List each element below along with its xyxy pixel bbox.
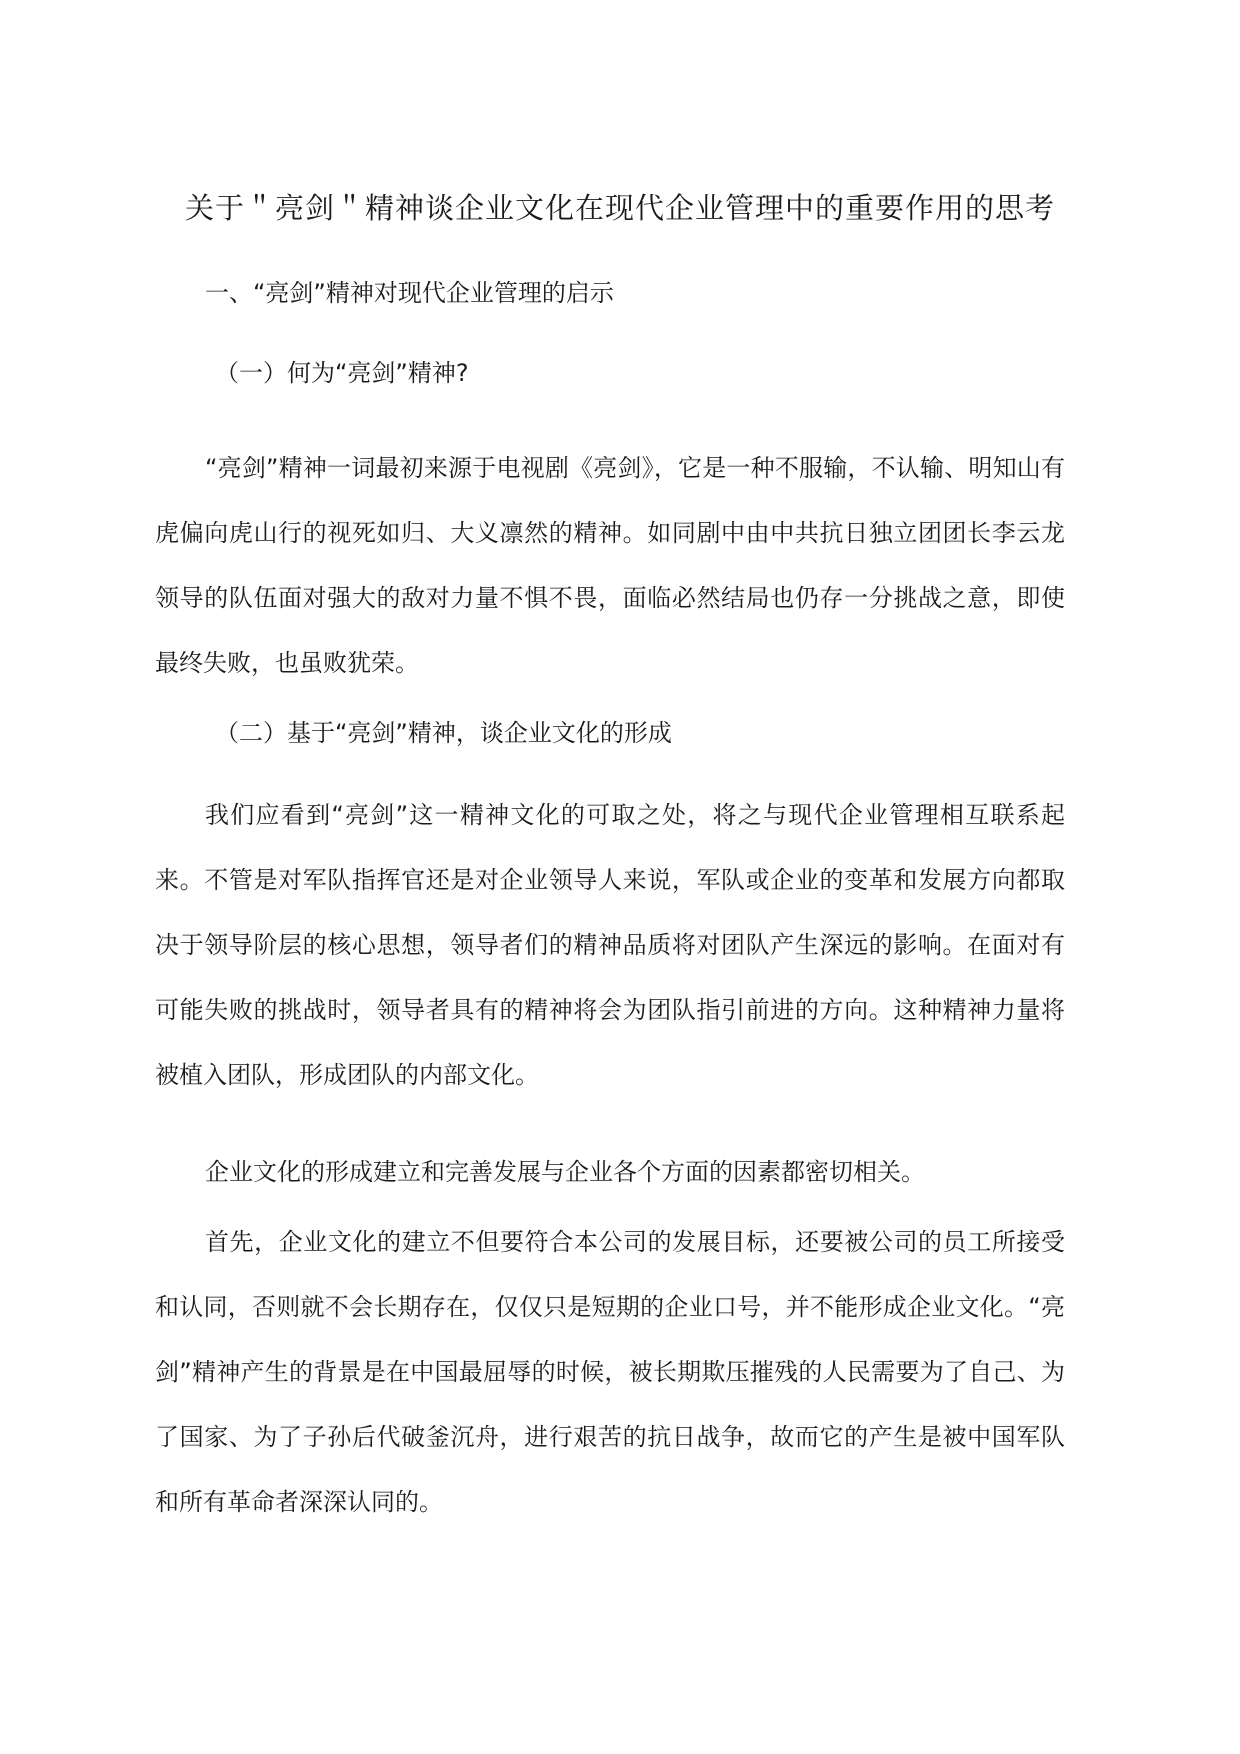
paragraph-4: 首先，企业文化的建立不但要符合本公司的发展目标，还要被公司的员工所接受和认同，否则就不会长期存在，仅仅只是短期的企业口号，并不能形成企业文化。“亮剑”精神产生的背景是在中国最屈辱的时候，被长期欺压摧残的人民需要为了自己、为了国家、为了子孙后代破釜沉舟，进行艰苦的抗日战争，故而它的产生是被中国军队和所有革命者深深认同的。: [155, 1228, 1065, 1516]
subsection-heading-1: （一）何为“亮剑”精神?: [215, 359, 469, 387]
document-title: 关于＂亮剑＂精神谈企业文化在现代企业管理中的重要作用的思考: [184, 191, 1055, 225]
paragraph-1: “亮剑”精神一词最初来源于电视剧《亮剑》，它是一种不服输，不认输、明知山有虎偏向虎山行的视死如归、大义凛然的精神。如同剧中由中共抗日独立团团长李云龙领导的队伍面对强大的敌对力量不惧不畏，面临必然结局也仍存一分挑战之意，即使最终失败，也虽败犹荣。: [155, 454, 1065, 677]
section-heading-1: 一、“亮剑”精神对现代企业管理的启示: [205, 279, 614, 307]
paragraph-3: 企业文化的形成建立和完善发展与企业各个方面的因素都密切相关。: [205, 1158, 925, 1186]
paragraph-2: 我们应看到“亮剑”这一精神文化的可取之处，将之与现代企业管理相互联系起来。不管是对军队指挥官还是对企业领导人来说，军队或企业的变革和发展方向都取决于领导阶层的核心思想，领导者们的精神品质将对团队产生深远的影响。在面对有可能失败的挑战时，领导者具有的精神将会为团队指引前进的方向。这种精神力量将被植入团队，形成团队的内部文化。: [155, 801, 1065, 1089]
subsection-heading-2: （二）基于“亮剑”精神，谈企业文化的形成: [215, 719, 672, 747]
